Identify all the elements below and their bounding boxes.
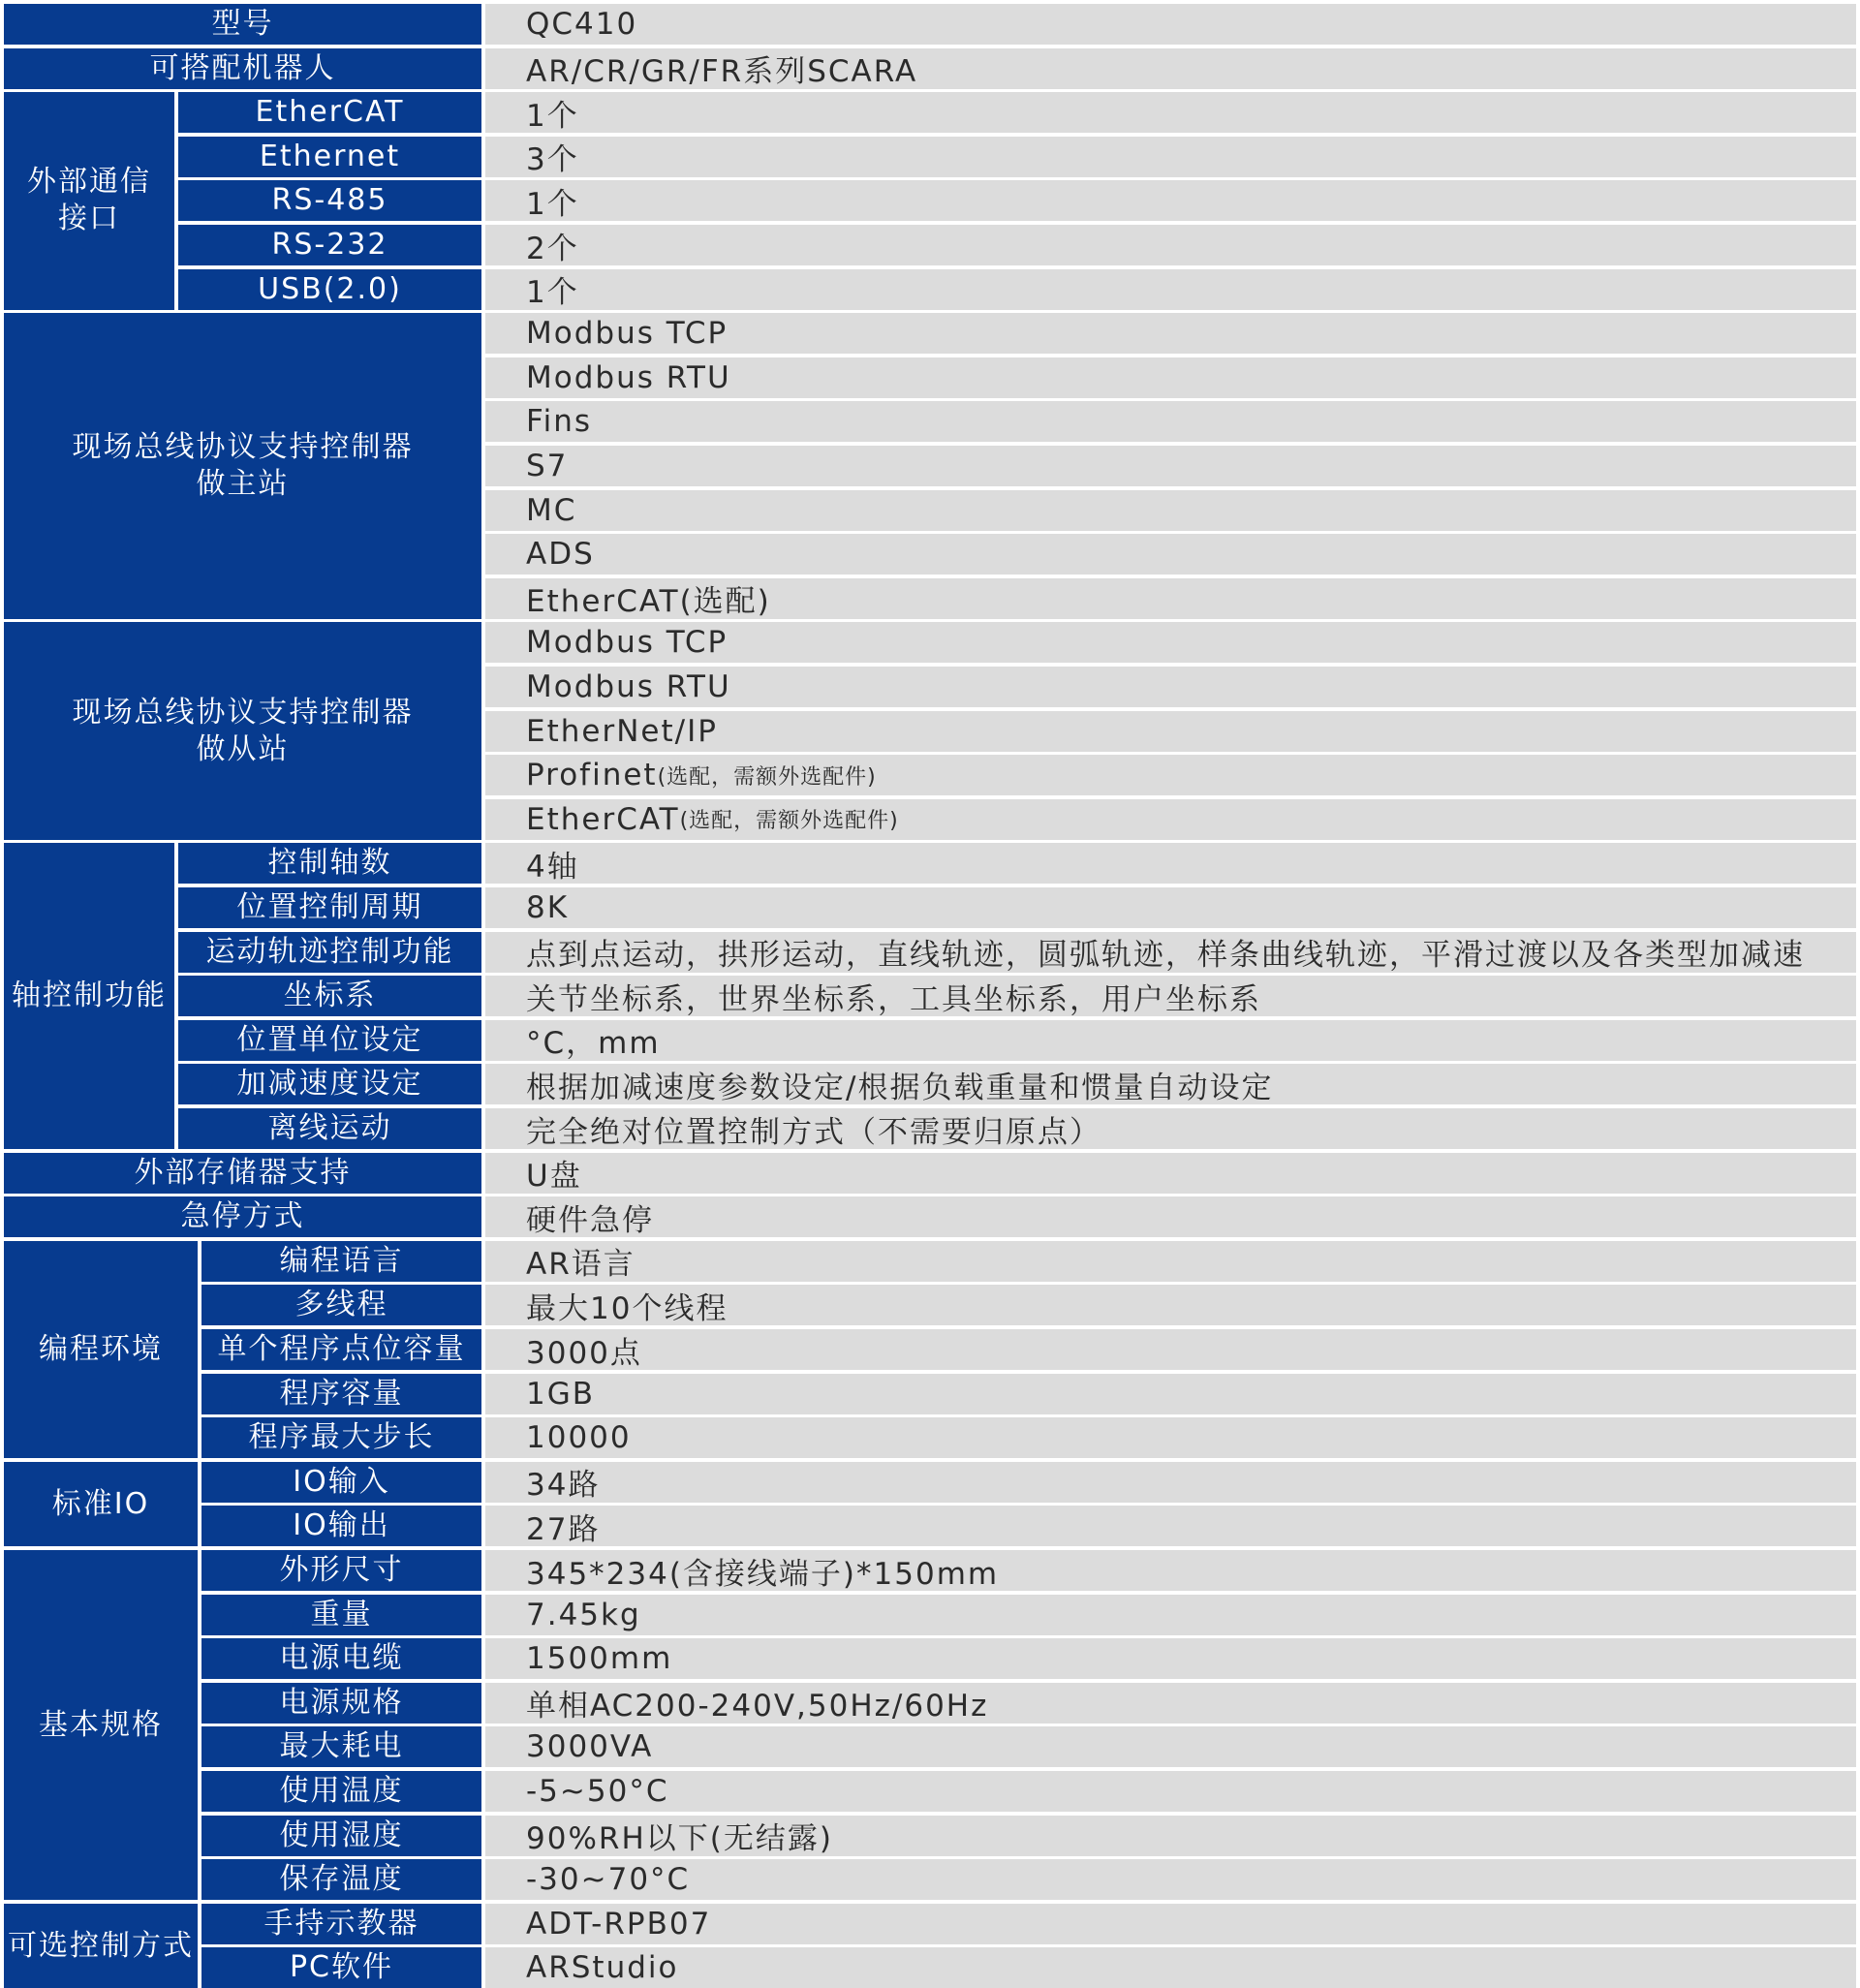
row-label-text: 现场总线协议支持控制器 做从站 (72, 695, 414, 766)
row-label (4, 1196, 481, 1237)
value-text: 7.45kg (526, 1597, 641, 1632)
sub-label-text: 程序容量 (279, 1376, 404, 1411)
value-cell (485, 667, 1856, 707)
group-label: 编程环境 (39, 1331, 163, 1366)
value-text: 关节坐标系，世界坐标系，工具坐标系，用户坐标系 (526, 981, 1261, 1017)
sub-label-text: 最大耗电 (279, 1729, 404, 1764)
sub-label (202, 1417, 481, 1458)
sub-label-text: PC软件 (289, 1950, 394, 1985)
sub-label (202, 1595, 481, 1635)
sub-label (202, 1241, 481, 1282)
group-header (4, 1241, 198, 1458)
value-cell (485, 1859, 1856, 1900)
sub-label (202, 1771, 481, 1812)
sub-label (202, 1726, 481, 1767)
value-text: 点到点运动，拱形运动，直线轨迹，圆弧轨迹，样条曲线轨迹，平滑过渡以及各类型加减速 (526, 938, 1805, 974)
sub-label (178, 92, 481, 133)
sub-label (202, 1638, 481, 1679)
sub-label-text: 手持示教器 (264, 1906, 419, 1941)
sub-label-text: 保存温度 (279, 1862, 404, 1897)
value-text: EtherCAT (526, 801, 680, 837)
value-text: 90%RH以下(无结露) (526, 1821, 833, 1857)
value-cell (485, 1417, 1856, 1458)
value-text: 8K (526, 890, 570, 925)
value-text: AR/CR/GR/FR系列SCARA (526, 54, 918, 90)
value-cell (485, 137, 1856, 177)
value-text: 完全绝对位置控制方式（不需要归原点） (526, 1114, 1101, 1150)
value-cell (485, 1064, 1856, 1104)
group-label: 基本规格 (39, 1707, 163, 1742)
sub-label-text: 使用湿度 (279, 1817, 404, 1852)
row-label-text: 可搭配机器人 (149, 50, 336, 85)
sub-label (202, 1285, 481, 1325)
value-cell (485, 357, 1856, 398)
sub-label-text: 离线运动 (267, 1111, 392, 1145)
value-cell (485, 92, 1856, 133)
sub-label-text: IO输入 (293, 1464, 390, 1499)
value-text: ADT-RPB07 (526, 1906, 712, 1941)
row-label-text: 外部存储器支持 (134, 1155, 352, 1190)
value-text: Modbus TCP (526, 316, 728, 352)
value-cell (485, 1683, 1856, 1724)
value-text: 3000VA (526, 1729, 654, 1765)
value-cell (485, 1462, 1856, 1503)
value-cell (485, 843, 1856, 884)
value-cell (485, 887, 1856, 928)
value-text: Profinet (526, 758, 658, 793)
value-cell (485, 180, 1856, 221)
value-text: -30~70°C (526, 1862, 691, 1898)
sub-label (178, 932, 481, 973)
value-cell (485, 1816, 1856, 1856)
sub-label (178, 180, 481, 221)
sub-label-text: 重量 (310, 1597, 373, 1631)
value-text: 27路 (526, 1511, 601, 1547)
sub-label (202, 1816, 481, 1856)
sub-label-text: IO输出 (293, 1508, 390, 1543)
sub-label-text: 运动轨迹控制功能 (205, 934, 454, 969)
sub-label-text: 位置单位设定 (236, 1022, 423, 1057)
row-label (4, 313, 481, 619)
sub-label-text: 程序最大步长 (248, 1420, 435, 1455)
row-label-text: 现场总线协议支持控制器 做主站 (72, 429, 414, 501)
sub-label-text: 加减速度设定 (236, 1067, 423, 1102)
row-label (4, 4, 481, 45)
value-cell (485, 401, 1856, 442)
group-header (4, 1550, 198, 1900)
value-cell (485, 48, 1856, 89)
sub-label-text: 外形尺寸 (279, 1553, 404, 1587)
value-text: 1个 (526, 98, 579, 134)
value-cell (485, 1153, 1856, 1194)
value-cell (485, 976, 1856, 1016)
sub-label (178, 887, 481, 928)
row-label-text: 型号 (211, 7, 274, 41)
value-text: Modbus TCP (526, 625, 728, 661)
sub-label (202, 1904, 481, 1944)
sub-label (202, 1329, 481, 1370)
value-text: 4轴 (526, 849, 579, 885)
value-cell (485, 313, 1856, 354)
value-text: 3000点 (526, 1335, 642, 1371)
value-text: EtherCAT(选配) (526, 584, 771, 620)
sub-label (202, 1506, 481, 1546)
value-text: 1个 (526, 186, 579, 222)
sub-label-text: 电源电缆 (279, 1641, 404, 1676)
value-text: -5~50°C (526, 1774, 669, 1809)
sub-label (202, 1859, 481, 1900)
value-text: 1GB (526, 1376, 596, 1412)
value-note: (选配，需额外选配件) (679, 809, 899, 834)
value-cell (485, 755, 1856, 795)
value-text: 345*234(含接线端子)*150mm (526, 1556, 1000, 1592)
value-cell (485, 1638, 1856, 1679)
sub-label-text: EtherCAT (255, 95, 405, 130)
group-label: 可选控制方式 (8, 1928, 194, 1963)
value-cell (485, 490, 1856, 531)
value-text: ARStudio (526, 1950, 679, 1986)
value-cell (485, 1020, 1856, 1061)
value-cell (485, 1196, 1856, 1237)
sub-label (178, 976, 481, 1016)
value-cell (485, 1771, 1856, 1812)
sub-label-text: RS-485 (271, 183, 388, 218)
sub-label-text: 位置控制周期 (236, 890, 423, 924)
sub-label-text: Ethernet (259, 139, 401, 173)
sub-label (178, 269, 481, 310)
sub-label (178, 1064, 481, 1104)
value-cell (485, 1108, 1856, 1149)
group-header (4, 92, 174, 309)
value-text: MC (526, 492, 577, 528)
value-text: 根据加减速度参数设定/根据负载重量和惯量自动设定 (526, 1070, 1274, 1105)
group-header (4, 843, 174, 1149)
value-text: 最大10个线程 (526, 1290, 728, 1326)
value-cell (485, 1241, 1856, 1282)
sub-label (202, 1374, 481, 1414)
value-text: Modbus RTU (526, 669, 731, 704)
value-text: U盘 (526, 1159, 582, 1195)
group-label: 标准IO (51, 1486, 150, 1521)
sub-label (202, 1462, 481, 1503)
sub-label-text: 控制轴数 (267, 846, 392, 881)
row-label-text: 急停方式 (180, 1199, 305, 1234)
value-cell (485, 622, 1856, 663)
row-label (4, 48, 481, 89)
value-cell (485, 446, 1856, 486)
value-cell (485, 932, 1856, 973)
value-cell (485, 1374, 1856, 1414)
value-text: 硬件急停 (526, 1202, 654, 1238)
value-text: 3个 (526, 142, 579, 178)
sub-label-text: USB(2.0) (258, 271, 402, 306)
sub-label (202, 1683, 481, 1724)
row-label (4, 622, 481, 839)
sub-label (202, 1550, 481, 1591)
value-text: ADS (526, 537, 595, 573)
value-cell (485, 1285, 1856, 1325)
value-cell (485, 711, 1856, 752)
value-cell (485, 1550, 1856, 1591)
value-text: 1500mm (526, 1641, 673, 1677)
value-text: AR语言 (526, 1247, 636, 1283)
group-label: 外部通信 接口 (27, 165, 151, 236)
value-text: EtherNet/IP (526, 713, 718, 749)
sub-label (178, 137, 481, 177)
value-note: (选配，需额外选配件) (657, 764, 877, 790)
sub-label-text: 多线程 (294, 1288, 388, 1322)
group-header (4, 1462, 198, 1547)
sub-label (178, 225, 481, 265)
value-cell (485, 4, 1856, 45)
value-cell (485, 1506, 1856, 1546)
group-label: 轴控制功能 (12, 978, 167, 1013)
value-text: Fins (526, 404, 592, 440)
row-label (4, 1153, 481, 1194)
sub-label-text: 编程语言 (279, 1243, 404, 1278)
value-cell (485, 1329, 1856, 1370)
sub-label-text: 单个程序点位容量 (217, 1332, 466, 1366)
value-cell (485, 269, 1856, 310)
group-header (4, 1904, 198, 1988)
sub-label-text: 电源规格 (279, 1685, 404, 1720)
value-text: 单相AC200-240V,50Hz/60Hz (526, 1689, 989, 1724)
value-cell (485, 799, 1856, 840)
value-text: QC410 (526, 7, 638, 42)
value-text: S7 (526, 449, 569, 483)
value-cell (485, 225, 1856, 265)
value-cell (485, 1726, 1856, 1767)
sub-label-text: RS-232 (271, 228, 388, 262)
sub-label-text: 坐标系 (283, 978, 377, 1013)
sub-label (178, 843, 481, 884)
sub-label (178, 1020, 481, 1061)
value-cell (485, 1904, 1856, 1944)
sub-label-text: 使用温度 (279, 1774, 404, 1808)
value-text: 2个 (526, 231, 579, 266)
value-cell (485, 534, 1856, 575)
sub-label (178, 1108, 481, 1149)
value-text: 34路 (526, 1468, 601, 1504)
value-text: Modbus RTU (526, 359, 731, 395)
value-cell (485, 1595, 1856, 1635)
value-text: 1个 (526, 275, 579, 311)
value-text: 10000 (526, 1420, 632, 1456)
value-text: °C，mm (526, 1026, 661, 1062)
value-cell (485, 578, 1856, 619)
